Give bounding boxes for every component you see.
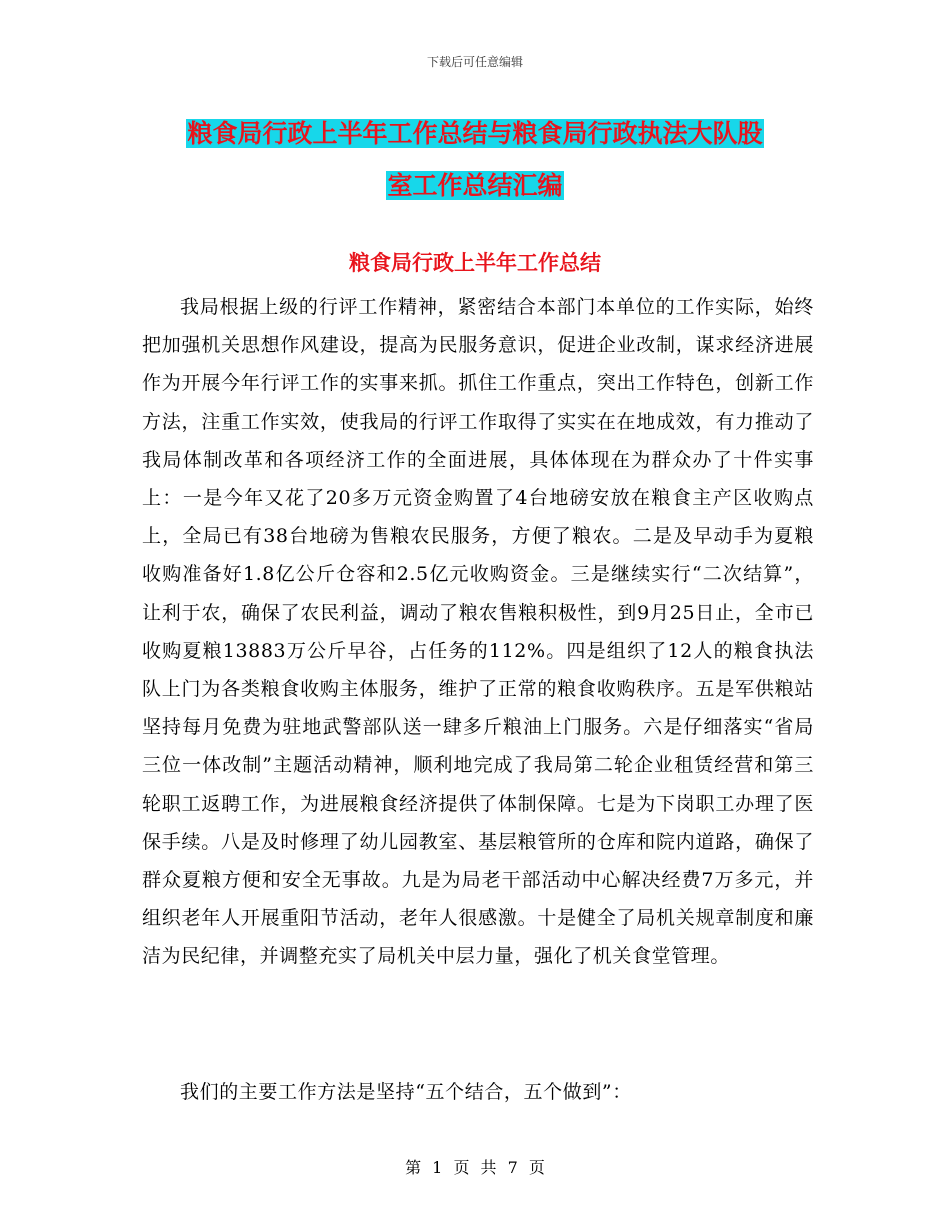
document-title-line-2: 室工作总结汇编 — [387, 171, 563, 200]
document-title-line-1: 粮食局行政上半年工作总结与粮食局行政执法大队股 — [187, 119, 763, 148]
body-paragraph-2: 我们的主要工作方法是坚持“五个结合，五个做到”： — [180, 1081, 632, 1103]
page-footer: 第 1 页 共 7 页 — [405, 1158, 545, 1177]
body-paragraph-1: 我局根据上级的行评工作精神，紧密结合本部门本单位的工作实际，始终把加强机关思想作风建设，提高为民服务意识，促进企业改制，谋求经济进展作为开展今年行评工作的实事来抓。抓住工作重点，突出工作特色，创新工作方法，注重工作实效，使我局的行评工作取得了实实在在地成效，有力推动了我局体制改革和各项经济工作的全面进展，具体体现在为群众办了十件实事上：一是今年又花了20多万元资金购置了4台地磅安放在粮食主产区收购点上，全局已有38台地磅为售粮农民服务，方便了粮农。二是及早动手为夏粮收购准备好1.8亿公斤仓容和2.5亿元收购资金。三是继续实行“二次结算”，让利于农，确保了农民利益，调动了粮农售粮积极性，到9月25日止，全市已收购夏粮13883万公斤早谷，占任务的112%。四是组织了12人的粮食执法队上门为各类粮食收购主体服务，维护了正常的粮食收购秩序。五是军供粮站坚持每月免费为驻地武警部队送一肆多斤粮油上门服务。六是仔细落实“省局三位一体改制”主题活动精神，顺利地完成了我局第二轮企业租赁经营和第三轮职工返聘工作，为进展粮食经济提供了体制保障。七是为下岗职工办理了医保手续。八是及时修理了幼儿园教室、基层粮管所的仓库和院内道路，确保了群众夏粮方便和安全无事故。九是为局老干部活动中心解决经费7万多元，并组织老年人开展重阳节活动，老年人很感激。十是健全了局机关规章制度和廉洁为民纪律，并调整充实了局机关中层力量，强化了机关食堂管理。 — [142, 296, 814, 968]
header-note: 下载后可任意编辑 — [426, 55, 523, 69]
section-title: 粮食局行政上半年工作总结 — [349, 251, 601, 275]
document-title — [150, 108, 800, 212]
